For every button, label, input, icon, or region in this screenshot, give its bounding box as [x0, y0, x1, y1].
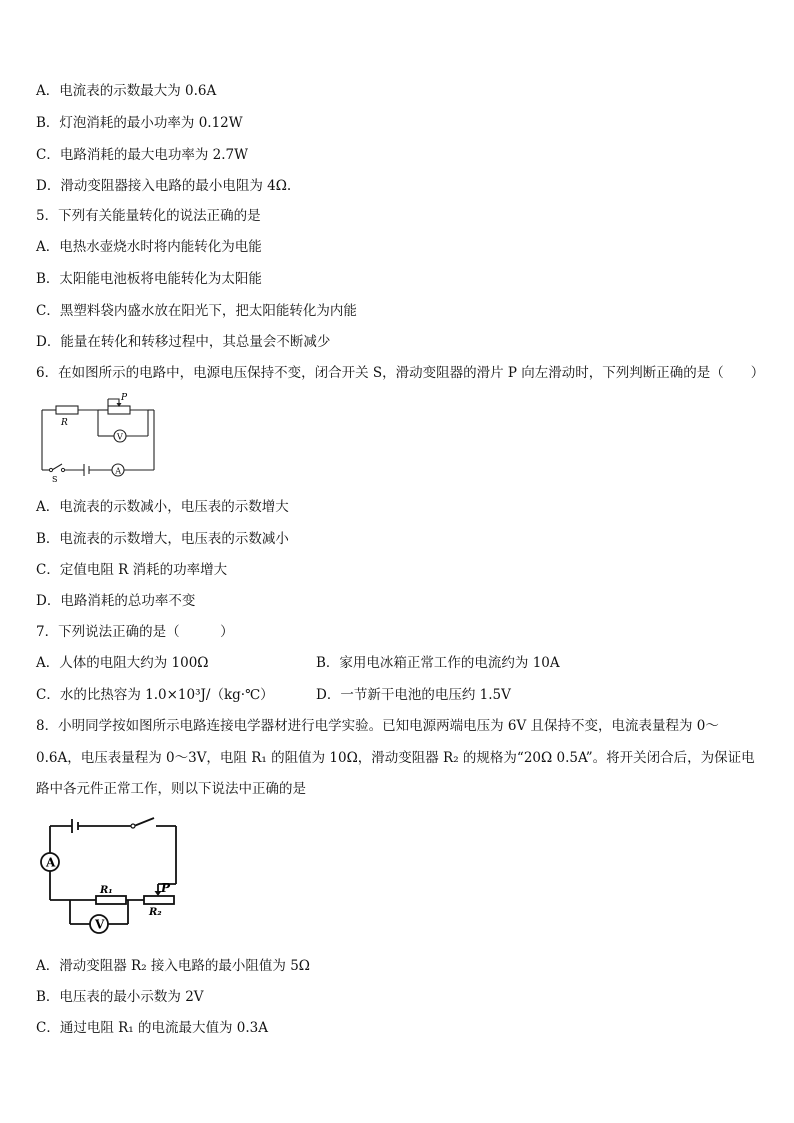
- q6-option-c: C．定值电阻 R 消耗的功率增大: [36, 562, 228, 578]
- q6-label-v: V: [117, 432, 123, 442]
- q6-label-p: P: [121, 393, 128, 403]
- q5-option-a: A．电热水壶烧水时将内能转化为电能: [36, 239, 262, 255]
- q5-option-d: D．能量在转化和转移过程中，其总量会不断减少: [36, 334, 331, 350]
- q4-option-a: A．电流表的示数最大为 0.6A: [36, 83, 217, 99]
- q7-option-c: C．水的比热容为 1.0×10³J/（kg·℃）: [36, 687, 274, 703]
- q6-label-r: R: [61, 418, 68, 428]
- q7-stem: 7．下列说法正确的是（ ）: [36, 624, 234, 640]
- q7-option-a: A．人体的电阻大约为 100Ω: [36, 655, 209, 671]
- q8-label-p: P: [161, 881, 171, 895]
- q8-option-b: B．电压表的最小示数为 2V: [36, 989, 204, 1005]
- q6-option-d: D．电路消耗的总功率不变: [36, 593, 196, 609]
- q6-label-a: A: [115, 466, 122, 476]
- q8-label-v: V: [95, 917, 105, 932]
- q7-option-b: B．家用电冰箱正常工作的电流约为 10A: [316, 655, 560, 671]
- q8-resistor-r1: [96, 896, 126, 904]
- q7-option-d: D．一节新干电池的电压约 1.5V: [316, 687, 511, 703]
- q8-stem-line-1: 8．小明同学按如图所示电路连接电学器材进行电学实验。已知电源两端电压为 6V 且保持不变，电流表量程为 0～: [36, 718, 719, 734]
- q6-resistor-r: [56, 406, 78, 414]
- q6-option-a: A．电流表的示数减小，电压表的示数增大: [36, 499, 289, 515]
- q4-option-b: B．灯泡消耗的最小功率为 0.12W: [36, 115, 243, 131]
- q8-rheostat-r2: [144, 896, 174, 904]
- q6-label-s: S: [52, 475, 58, 484]
- q4-option-c: C．电路消耗的最大电功率为 2.7W: [36, 147, 248, 163]
- q8-option-c: C．通过电阻 R₁ 的电流最大值为 0.3A: [36, 1020, 268, 1036]
- q8-stem-line-2: 0.6A，电压表量程为 0～3V，电阻 R₁ 的阻值为 10Ω，滑动变阻器 R₂ 的规格为“20Ω 0.5A”。将开关闭合后，为保证电: [36, 750, 755, 766]
- q5-option-c: C．黑塑料袋内盛水放在阳光下，把太阳能转化为内能: [36, 303, 357, 319]
- q6-rheostat: [108, 406, 130, 414]
- q6-option-b: B．电流表的示数增大，电压表的示数减小: [36, 531, 289, 547]
- q8-circuit-diagram: [36, 816, 186, 940]
- q5-option-b: B．太阳能电池板将电能转化为太阳能: [36, 271, 262, 287]
- q8-stem-line-3: 路中各元件正常工作，则以下说法中正确的是: [36, 781, 306, 797]
- q8-option-a: A．滑动变阻器 R₂ 接入电路的最小阻值为 5Ω: [36, 958, 310, 974]
- q8-label-a: A: [46, 855, 56, 870]
- q4-option-d: D．滑动变阻器接入电路的最小电阻为 4Ω.: [36, 178, 292, 194]
- q5-stem: 5．下列有关能量转化的说法正确的是: [36, 208, 261, 224]
- q6-circuit-diagram: [36, 392, 166, 484]
- q8-label-r2: R₂: [149, 907, 162, 918]
- q6-stem: 6．在如图所示的电路中，电源电压保持不变，闭合开关 S，滑动变阻器的滑片 P 向左滑动时，下列判断正确的是（ ）: [36, 365, 765, 381]
- q8-label-r1: R₁: [100, 885, 113, 896]
